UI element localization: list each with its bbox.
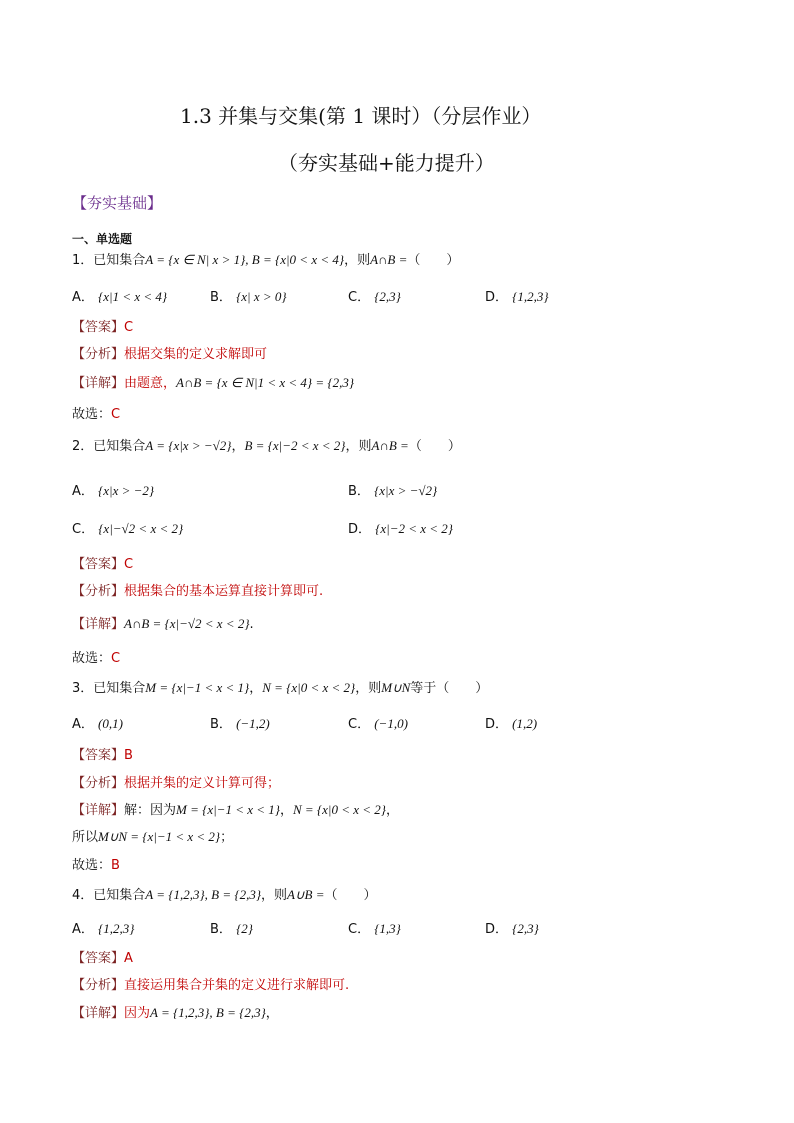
q2-stem-math: A = {x|x > −√2} — [145, 438, 232, 453]
q1-answer — [72, 316, 133, 335]
q2-stem-end: （ ） — [408, 439, 461, 454]
option-text: (1,2) — [512, 716, 538, 731]
q3-stem-text: 3．已知集合 — [72, 681, 146, 696]
q1-stem-math: A = {x ∈ N| x > 1}, B = {x|0 < x < 4} — [145, 252, 345, 267]
q3-choose — [72, 854, 120, 873]
detail-text: 由题意， — [124, 376, 177, 391]
q4-option-c[interactable] — [348, 918, 401, 937]
detail-end: ， — [385, 803, 399, 818]
q4-option-d[interactable] — [485, 918, 539, 937]
q1-stem-text: 1．已知集合 — [72, 253, 146, 268]
option-text: (0,1) — [98, 716, 123, 731]
question-4-stem — [72, 884, 376, 903]
detail-label: 【详解】 — [72, 1006, 125, 1021]
section-title — [72, 192, 162, 213]
answer-label: 【答案】 — [72, 557, 125, 572]
q4-detail — [72, 1002, 279, 1021]
q3-stem-tail: ，则 — [355, 681, 382, 696]
q4-answer — [72, 947, 133, 966]
option-letter: D． — [485, 717, 509, 732]
q2-answer — [72, 553, 133, 572]
q3-analysis — [72, 772, 280, 791]
analysis-text: 根据集合的基本运算直接计算即可. — [124, 584, 324, 599]
answer-value: B — [124, 748, 133, 763]
q3-stem-math3: M∪N — [381, 680, 411, 695]
q1-stem-tail: ，则 — [344, 253, 371, 268]
part-title: 一、单选题 — [72, 232, 133, 246]
analysis-label: 【分析】 — [72, 978, 125, 993]
q4-analysis — [72, 974, 349, 993]
option-text: {2,3} — [512, 921, 539, 936]
q2-stem-math2: B = {x|−2 < x < 2} — [244, 438, 346, 453]
q3-detail-line2 — [72, 826, 233, 845]
choose-label: 故选： — [72, 651, 112, 666]
option-text: {x|1 < x < 4} — [98, 289, 168, 304]
q3-option-a[interactable] — [72, 713, 123, 732]
analysis-label: 【分析】 — [72, 776, 125, 791]
option-letter: A． — [72, 290, 94, 305]
answer-label: 【答案】 — [72, 320, 125, 335]
option-text: (−1,2) — [236, 716, 270, 731]
analysis-text: 根据交集的定义求解即可 — [124, 347, 268, 362]
option-text: {x|−2 < x < 2} — [375, 521, 453, 536]
option-text: {1,2,3} — [98, 921, 135, 936]
q3-option-d[interactable] — [485, 713, 537, 732]
option-text: {x| x > 0} — [236, 289, 287, 304]
q2-stem-math3: A∩B = — [371, 438, 409, 453]
page-title: 1.3 并集与交集(第 1 课时）（分层作业） — [180, 104, 542, 128]
q1-analysis — [72, 343, 267, 362]
q4-stem-math: A = {1,2,3}, B = {2,3} — [145, 887, 262, 902]
choose-label: 故选： — [72, 407, 112, 422]
detail-math: A = {1,2,3}, B = {2,3} — [150, 1005, 266, 1020]
answer-label: 【答案】 — [72, 951, 125, 966]
q1-stem-end: （ ） — [407, 253, 460, 268]
line2-text: 所以 — [72, 830, 99, 845]
detail-math: M = {x|−1 < x < 1} — [176, 802, 280, 817]
q2-option-d[interactable] — [348, 518, 453, 537]
q1-option-c[interactable] — [348, 286, 401, 305]
q3-stem-math2: N = {x|0 < x < 2} — [262, 680, 356, 695]
detail-math: A∩B = {x ∈ N|1 < x < 4} = {2,3} — [176, 375, 355, 390]
q1-option-a[interactable] — [72, 286, 167, 305]
answer-value: C — [124, 320, 134, 335]
q2-stem-tail: ，则 — [345, 439, 372, 454]
q2-analysis — [72, 580, 323, 599]
page-subtitle: （夯实基础+能力提升） — [278, 151, 495, 175]
detail-label: 【详解】 — [72, 617, 125, 632]
q2-choose — [72, 647, 120, 666]
option-letter: B． — [348, 484, 370, 499]
q1-option-b[interactable] — [210, 286, 287, 305]
q4-stem-tail: ，则 — [261, 888, 288, 903]
line2-math: M∪N = {x|−1 < x < 2} — [98, 829, 221, 844]
choose-value: C — [111, 651, 121, 666]
q4-stem-math2: A∪B = — [287, 887, 325, 902]
detail-end: . — [249, 617, 254, 632]
option-text: (−1,0) — [374, 716, 408, 731]
q2-option-b[interactable] — [348, 480, 437, 499]
question-2-stem — [72, 435, 461, 454]
detail-math2: N = {x|0 < x < 2} — [292, 802, 386, 817]
detail-end: ， — [265, 1006, 279, 1021]
analysis-label: 【分析】 — [72, 347, 125, 362]
choose-value: C — [111, 407, 121, 422]
q3-option-b[interactable] — [210, 713, 270, 732]
q1-detail — [72, 372, 354, 391]
option-text: {x|x > −2} — [98, 483, 155, 498]
section-title-text: 【夯实基础】 — [72, 194, 163, 212]
option-letter: A． — [72, 484, 94, 499]
option-text: {2,3} — [374, 289, 401, 304]
option-letter: C． — [348, 717, 371, 732]
q1-choose — [72, 403, 120, 422]
q2-option-a[interactable] — [72, 480, 154, 499]
q3-answer — [72, 744, 133, 763]
option-letter: C． — [72, 522, 95, 537]
q4-stem-end: （ ） — [324, 888, 377, 903]
q3-option-c[interactable] — [348, 713, 408, 732]
q3-detail — [72, 799, 399, 818]
analysis-label: 【分析】 — [72, 584, 125, 599]
detail-mid: ， — [279, 803, 293, 818]
option-letter: A． — [72, 922, 94, 937]
option-letter: B． — [210, 290, 232, 305]
option-letter: C． — [348, 922, 371, 937]
q4-stem-text: 4．已知集合 — [72, 888, 146, 903]
detail-text: 因为 — [124, 1006, 151, 1021]
q3-stem-end: 等于（ ） — [410, 681, 489, 696]
question-1-stem — [72, 249, 459, 268]
choose-label: 故选： — [72, 858, 112, 873]
q1-stem-math2: A∩B = — [370, 252, 408, 267]
analysis-text: 根据并集的定义计算可得； — [124, 776, 281, 791]
detail-text: 解：因为 — [124, 803, 177, 818]
q2-detail — [72, 613, 254, 632]
answer-label: 【答案】 — [72, 748, 125, 763]
detail-label: 【详解】 — [72, 376, 125, 391]
analysis-text: 直接运用集合并集的定义进行求解即可. — [124, 978, 350, 993]
q2-option-c[interactable] — [72, 518, 183, 537]
answer-value: A — [124, 951, 133, 966]
option-text: {2} — [236, 921, 253, 936]
q1-option-d[interactable] — [485, 286, 549, 305]
option-letter: C． — [348, 290, 371, 305]
option-letter: D． — [348, 522, 372, 537]
detail-label: 【详解】 — [72, 803, 125, 818]
option-text: {x|−√2 < x < 2} — [98, 521, 184, 536]
option-letter: B． — [210, 922, 232, 937]
q2-stem-text: 2．已知集合 — [72, 439, 146, 454]
q2-stem-mid: ， — [231, 439, 245, 454]
option-letter: B． — [210, 717, 232, 732]
option-letter: D． — [485, 922, 509, 937]
q3-stem-mid: ， — [249, 681, 263, 696]
option-text: {x|x > −√2} — [374, 483, 438, 498]
q3-stem-math: M = {x|−1 < x < 1} — [145, 680, 250, 695]
answer-value: C — [124, 557, 134, 572]
option-text: {1,2,3} — [512, 289, 549, 304]
option-letter: D． — [485, 290, 509, 305]
question-3-stem — [72, 677, 488, 696]
option-letter: A． — [72, 717, 94, 732]
line2-end: ； — [220, 830, 234, 845]
choose-value: B — [111, 858, 120, 873]
q4-option-b[interactable] — [210, 918, 253, 937]
option-text: {1,3} — [374, 921, 401, 936]
detail-math: A∩B = {x|−√2 < x < 2} — [124, 616, 250, 631]
q4-option-a[interactable] — [72, 918, 134, 937]
